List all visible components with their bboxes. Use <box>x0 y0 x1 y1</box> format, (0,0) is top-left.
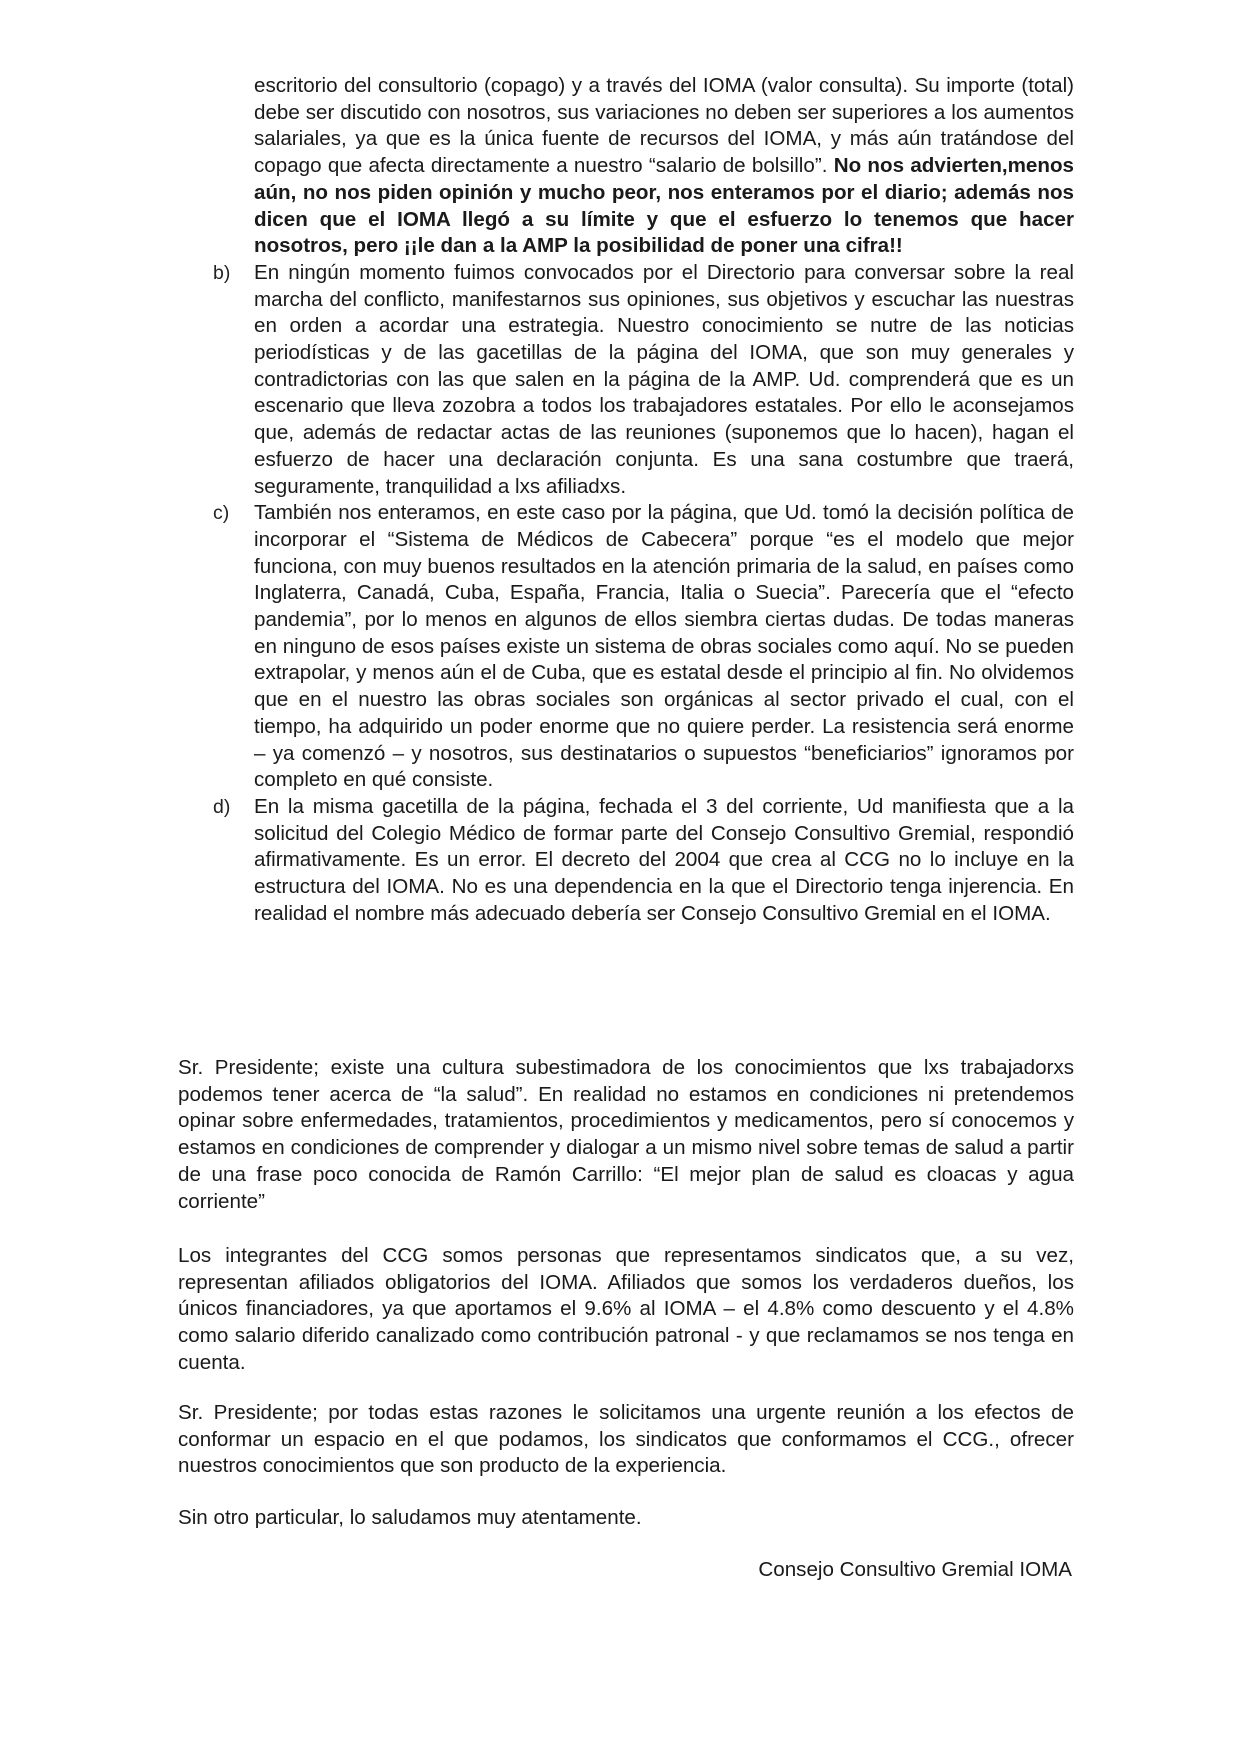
closing-line: Sin otro particular, lo saludamos muy atentamente. <box>178 1506 642 1529</box>
continuation-normal-text: escritorio del consultorio (copago) y a través del IOMA (valor consulta). Su importe (total) debe ser discutido con nosotros, sus variaciones no deben ser superiores a los aumentos salariales, ya que es la única fuente de recursos del IOMA, y más aún tratándose del copago que afecta directamente a nuestro “salario de bolsillo”. <box>254 74 1074 178</box>
list-item <box>213 500 1074 794</box>
list-item <box>213 794 1074 928</box>
list-item-marker: b) <box>213 261 231 284</box>
body-paragraph: Sr. Presidente; por todas estas razones le solicitamos una urgente reunión a los efectos de conformar un espacio en el que podamos, los sindicatos que conformamos el CCG., ofrecer nuestros conocimientos que son producto de la experiencia. <box>178 1401 1074 1478</box>
body-paragraph: Los integrantes del CCG somos personas que representamos sindicatos que, a su vez, representan afiliados obligatorios del IOMA. Afiliados que somos los verdaderos dueños, los únicos financiadores, ya que aportamos el 9.6% al IOMA – el 4.8% como descuento y el 4.8% como salario diferido canalizado como contribución patronal - y que reclamamos se nos tenga en cuenta. <box>178 1244 1074 1374</box>
enumerated-list <box>213 73 1074 928</box>
body-paragraph: Sr. Presidente; existe una cultura subestimadora de los conocimientos que lxs trabajadorxs podemos tener acerca de “la salud”. En realidad no estamos en condiciones ni pretendemos opinar sobre enfermedades, tratamientos, procedimientos y medicamentos, pero sí conocemos y estamos en condiciones de comprender y dialogar a un mismo nivel sobre temas de salud a partir de una frase poco conocida de Ramón Carrillo: “El mejor plan de salud es cloacas y agua corriente” <box>178 1056 1074 1213</box>
list-item-text: En la misma gacetilla de la página, fechada el 3 del corriente, Ud manifiesta que a la solicitud del Colegio Médico de formar parte del Consejo Consultivo Gremial, respondió afirmativamente. Es un error. El decreto del 2004 que crea al CCG no lo incluye en la estructura del IOMA. No es una dependencia en la que el Directorio tenga injerencia. En realidad el nombre más adecuado debería ser Consejo Consultivo Gremial en el IOMA. <box>254 794 1074 925</box>
list-item-marker: d) <box>213 795 231 818</box>
list-item-text: En ningún momento fuimos convocados por el Directorio para conversar sobre la real marcha del conflicto, manifestarnos sus opiniones, sus objetivos y escuchar las nuestras en orden a acordar una estrategia. Nuestro conocimiento se nutre de las noticias periodísticas y de las gacetillas de la página del IOMA, que son muy generales y contradictorias con las que salen en la página de la AMP. Ud. comprenderá que es un escenario que lleva zozobra a todos los trabajadores estatales. Por ello le aconsejamos que, además de redactar actas de las reuniones (suponemos que lo hacen), hagan el esfuerzo de hacer una declaración conjunta. Es una sana costumbre que traerá, seguramente, tranquilidad a lxs afiliadxs. <box>254 260 1074 498</box>
list-item-continuation <box>213 73 1074 260</box>
signature: Consejo Consultivo Gremial IOMA <box>758 1558 1072 1581</box>
list-item-text: También nos enteramos, en este caso por la página, que Ud. tomó la decisión política de incorporar el “Sistema de Médicos de Cabecera” porque “es el modelo que mejor funciona, con muy buenos resultados en la atención primaria de la salud, en países como Inglaterra, Canadá, Cuba, España, Francia, Italia o Suecia”. Parecería que el “efecto pandemia”, por lo menos en algunos de ellos siembra ciertas dudas. De todas maneras en ninguno de esos países existe un sistema de obras sociales como aquí. No se pueden extrapolar, y menos aún el de Cuba, que es estatal desde el principio al fin. No olvidemos que en el nuestro las obras sociales son orgánicas al sector privado el cual, con el tiempo, ha adquirido un poder enorme que no quiere perder. La resistencia será enorme – ya comenzó – y nosotros, sus destinatarios o supuestos “beneficiarios” ignoramos por completo en qué consiste. <box>254 501 1074 792</box>
list-item-marker: c) <box>213 502 230 525</box>
list-item <box>213 260 1074 500</box>
list-item-text <box>254 73 1074 260</box>
continuation-bold-text: No nos advierten,menos aún, no nos piden opinión y mucho peor, nos enteramos por el diario; además nos dicen que el IOMA llegó a su límite y que el esfuerzo lo tenemos que hacer nosotros, pero ¡¡le dan a la AMP la posibilidad de poner una cifra!! <box>254 154 1074 258</box>
